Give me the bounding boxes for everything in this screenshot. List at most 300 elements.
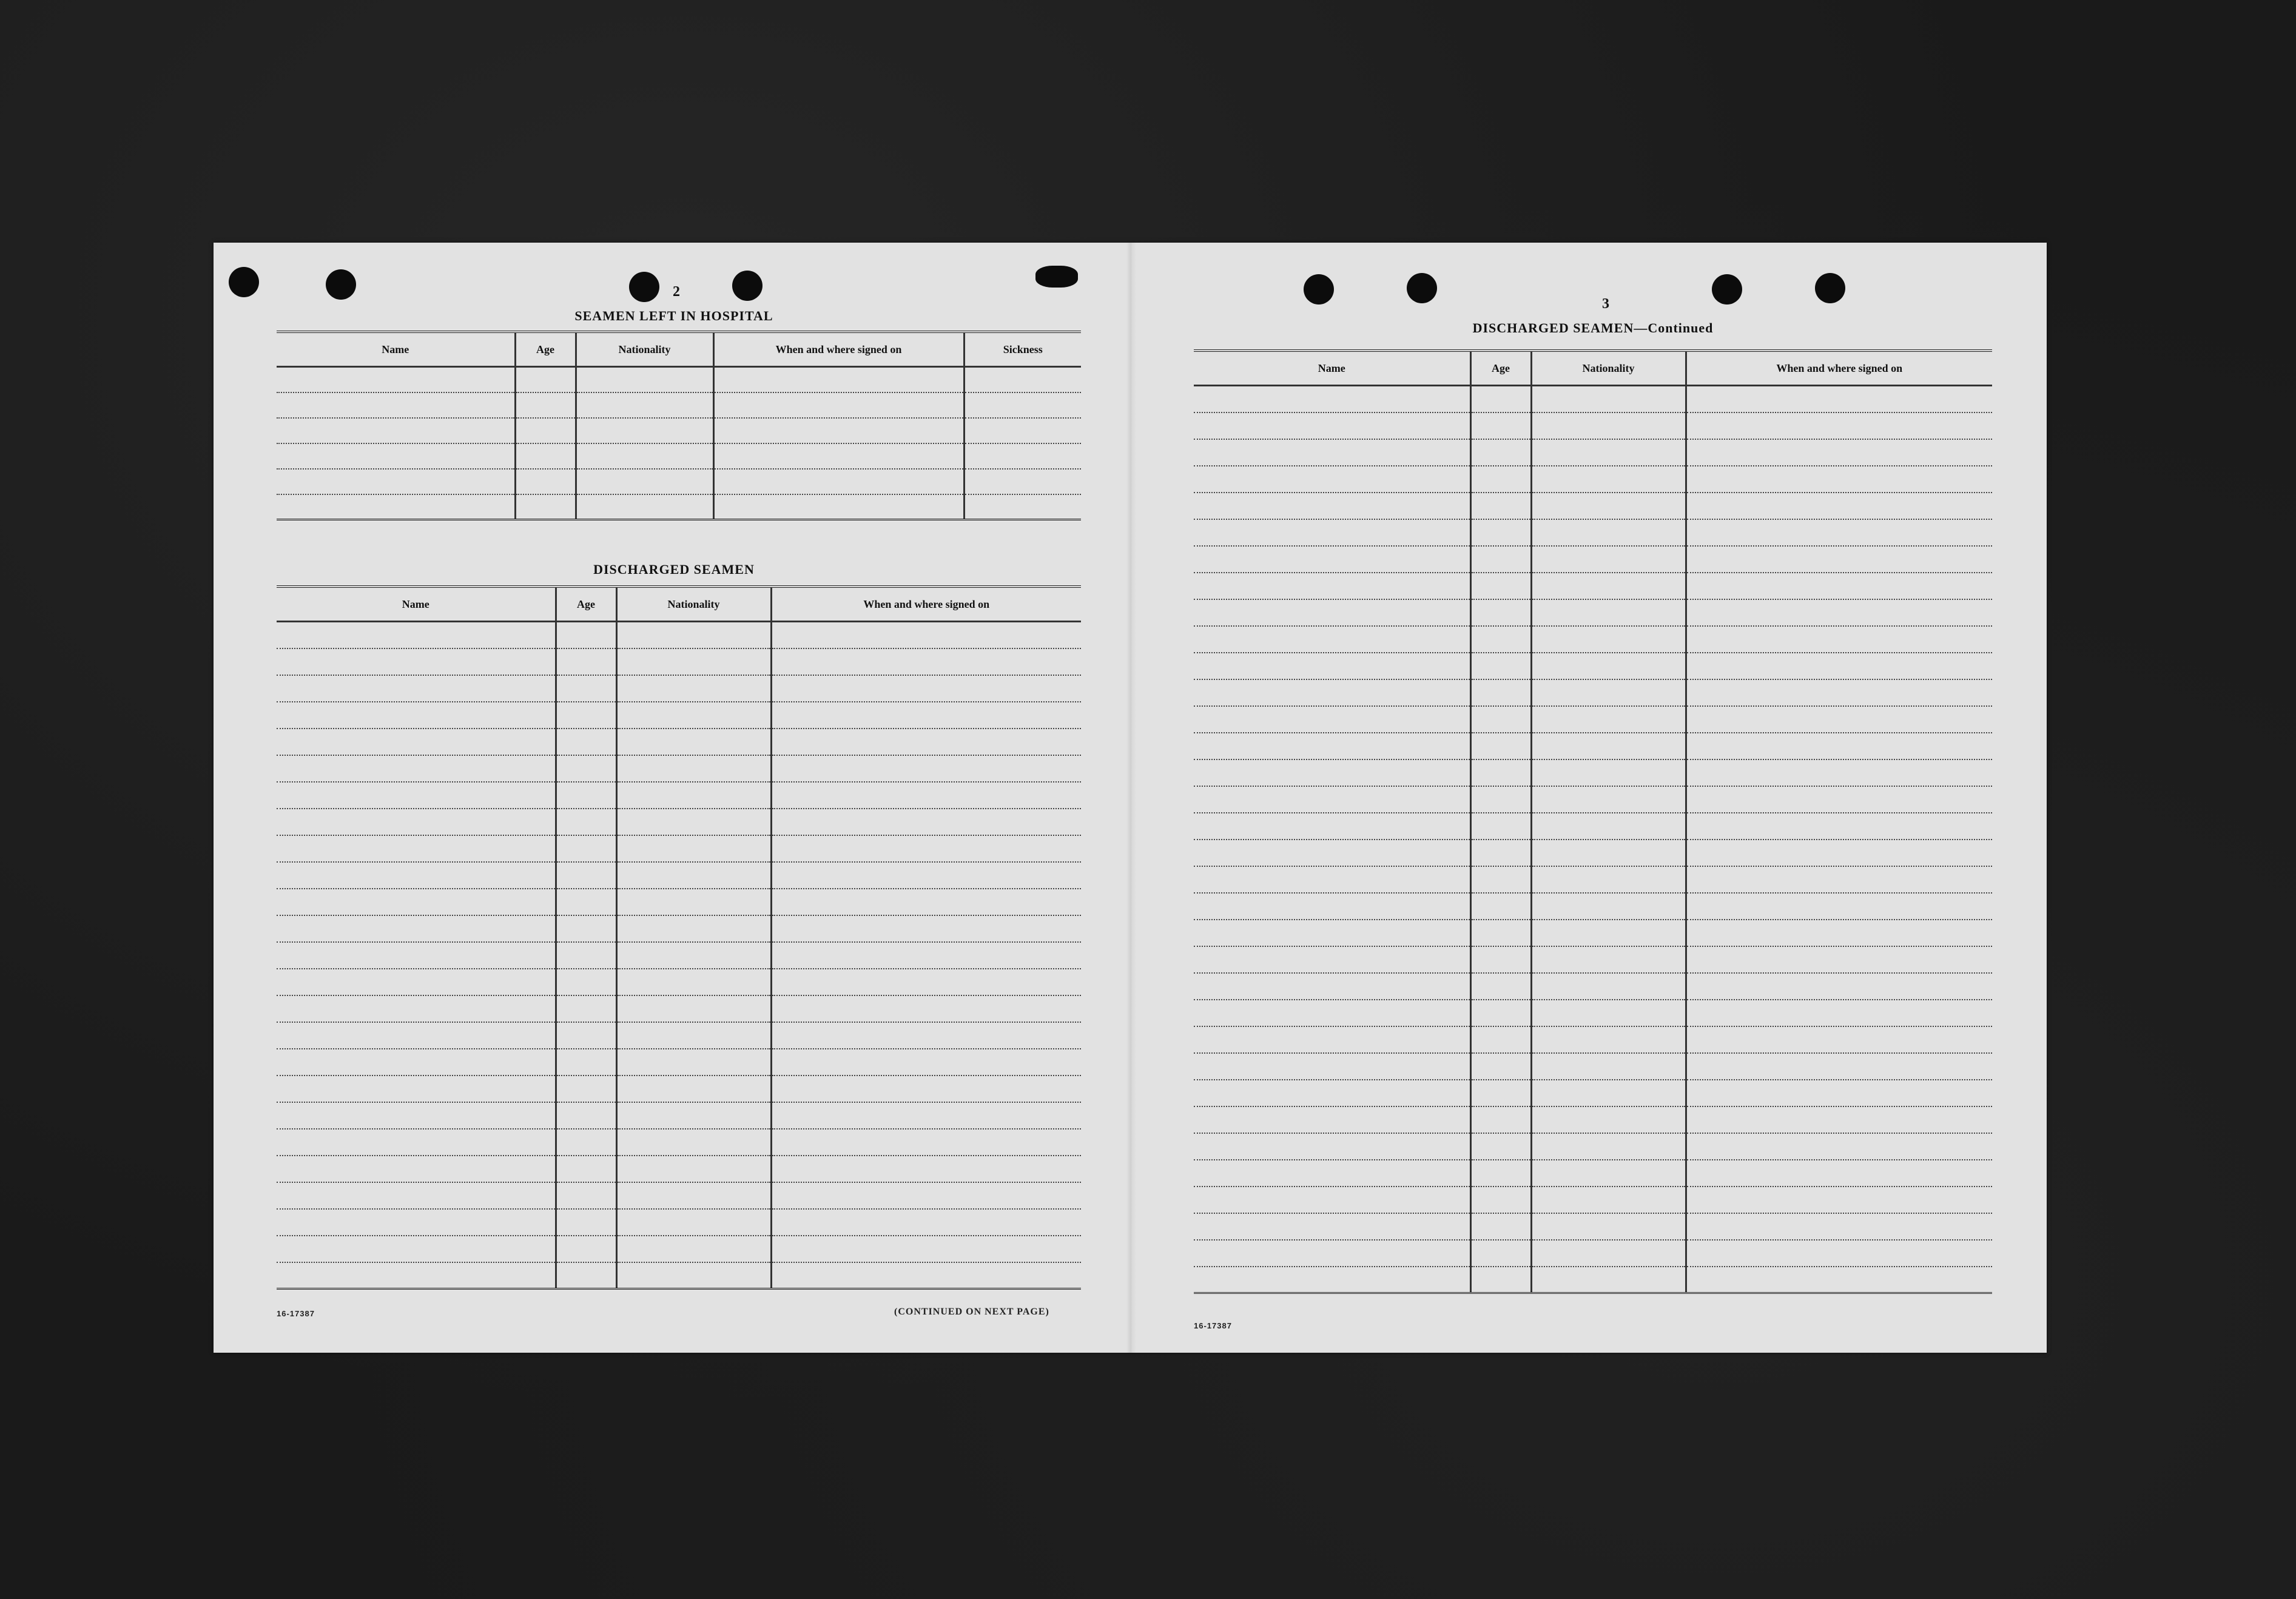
table-cell	[616, 809, 771, 835]
table-cell	[277, 755, 556, 782]
table-cell	[713, 443, 964, 469]
table-cell	[1686, 1080, 1992, 1106]
table-cell	[1531, 866, 1686, 893]
table-row	[277, 1236, 1081, 1262]
table-cell	[964, 494, 1081, 520]
table-cell	[277, 889, 556, 915]
table-cell	[1470, 679, 1531, 706]
discharged-section-title: DISCHARGED SEAMEN	[593, 562, 755, 577]
table-cell	[1531, 439, 1686, 466]
table-cell	[556, 1182, 616, 1209]
table-cell	[1194, 786, 1470, 813]
table-row	[1194, 1000, 1992, 1026]
column-header-nationality: Nationality	[1531, 351, 1686, 386]
table-cell	[1194, 599, 1470, 626]
table-cell	[1686, 466, 1992, 493]
column-header-name: Name	[277, 587, 556, 622]
table-row	[1194, 973, 1992, 1000]
table-cell	[277, 367, 515, 392]
table-row	[277, 809, 1081, 835]
table-cell	[515, 469, 576, 494]
table-cell	[1194, 466, 1470, 493]
table-cell	[576, 392, 713, 418]
table-cell	[1686, 866, 1992, 893]
table-cell	[576, 418, 713, 443]
table-row	[277, 969, 1081, 995]
table-cell	[616, 969, 771, 995]
table-cell	[1470, 573, 1531, 599]
table-cell	[1686, 813, 1992, 840]
table-cell	[277, 392, 515, 418]
table-cell	[1194, 1000, 1470, 1026]
table-cell	[1194, 733, 1470, 759]
table-cell	[1470, 493, 1531, 519]
table-cell	[556, 809, 616, 835]
table-cell	[771, 889, 1081, 915]
table-cell	[1531, 813, 1686, 840]
table-cell	[616, 729, 771, 755]
table-row	[1194, 493, 1992, 519]
table-cell	[1470, 866, 1531, 893]
table-cell	[277, 622, 556, 648]
table-cell	[277, 1049, 556, 1076]
table-cell	[1194, 412, 1470, 439]
table-cell	[1531, 1000, 1686, 1026]
table-cell	[1194, 1080, 1470, 1106]
table-cell	[771, 1209, 1081, 1236]
column-header-age: Age	[556, 587, 616, 622]
discharged-table-left	[277, 585, 1081, 1290]
table-cell	[1686, 973, 1992, 1000]
table-row	[1194, 1187, 1992, 1213]
table-cell	[1470, 1000, 1531, 1026]
table-row	[1194, 599, 1992, 626]
table-cell	[556, 969, 616, 995]
table-cell	[771, 969, 1081, 995]
table-cell	[616, 889, 771, 915]
table-cell	[556, 675, 616, 702]
table-cell	[1686, 759, 1992, 786]
table-row	[277, 729, 1081, 755]
table-cell	[556, 1262, 616, 1289]
table-cell	[1686, 626, 1992, 653]
table-row	[277, 1049, 1081, 1076]
table-cell	[515, 443, 576, 469]
table-cell	[1470, 1240, 1531, 1267]
table-cell	[1470, 519, 1531, 546]
table-cell	[964, 443, 1081, 469]
table-cell	[1194, 759, 1470, 786]
table-cell	[1686, 573, 1992, 599]
table-cell	[556, 1156, 616, 1182]
table-cell	[1470, 1026, 1531, 1053]
table-cell	[771, 1262, 1081, 1289]
table-cell	[277, 418, 515, 443]
table-cell	[1686, 1240, 1992, 1267]
table-cell	[771, 648, 1081, 675]
table-cell	[277, 942, 556, 969]
table-cell	[1194, 813, 1470, 840]
table-cell	[1470, 786, 1531, 813]
table-row	[1194, 893, 1992, 920]
table-cell	[1531, 1267, 1686, 1293]
column-header-signed-on: When and where signed on	[771, 587, 1081, 622]
table-cell	[1194, 573, 1470, 599]
table-cell	[1531, 973, 1686, 1000]
table-row	[277, 648, 1081, 675]
table-cell	[771, 755, 1081, 782]
table-cell	[1686, 493, 1992, 519]
table-cell	[277, 1022, 556, 1049]
table-cell	[277, 835, 556, 862]
table-cell	[1194, 439, 1470, 466]
table-row	[277, 755, 1081, 782]
table-cell	[576, 367, 713, 392]
table-row	[1194, 1240, 1992, 1267]
discharged-continued-title: DISCHARGED SEAMEN—Continued	[1472, 320, 1714, 335]
table-cell	[771, 809, 1081, 835]
table-cell	[1194, 1160, 1470, 1187]
table-cell	[1194, 1240, 1470, 1267]
table-row	[1194, 1133, 1992, 1160]
right-page	[1136, 243, 2047, 1353]
table-cell	[1531, 946, 1686, 973]
table-cell	[277, 443, 515, 469]
table-cell	[1686, 412, 1992, 439]
table-cell	[277, 1156, 556, 1182]
table-cell	[1686, 653, 1992, 679]
table-cell	[1531, 599, 1686, 626]
table-row	[277, 418, 1081, 443]
table-cell	[1470, 386, 1531, 412]
table-row	[1194, 573, 1992, 599]
table-cell	[1194, 519, 1470, 546]
table-cell	[1531, 733, 1686, 759]
table-cell	[1531, 1053, 1686, 1080]
table-cell	[964, 367, 1081, 392]
table-row	[1194, 386, 1992, 412]
table-cell	[1686, 599, 1992, 626]
table-cell	[616, 1236, 771, 1262]
table-cell	[277, 648, 556, 675]
table-cell	[1470, 412, 1531, 439]
table-row	[277, 995, 1081, 1022]
table-row	[277, 1076, 1081, 1102]
table-row	[1194, 519, 1992, 546]
table-cell	[713, 469, 964, 494]
table-row	[1194, 466, 1992, 493]
table-cell	[556, 862, 616, 889]
table-row	[1194, 1080, 1992, 1106]
table-cell	[277, 1182, 556, 1209]
table-row	[277, 622, 1081, 648]
table-cell	[1470, 759, 1531, 786]
table-cell	[1531, 1160, 1686, 1187]
table-row	[277, 1102, 1081, 1129]
table-cell	[1194, 626, 1470, 653]
table-cell	[1686, 1187, 1992, 1213]
discharged-table-right	[1194, 349, 1992, 1294]
table-cell	[1194, 679, 1470, 706]
table-cell	[616, 1182, 771, 1209]
table-cell	[616, 862, 771, 889]
table-cell	[1470, 1133, 1531, 1160]
table-cell	[1686, 946, 1992, 973]
table-cell	[1470, 546, 1531, 573]
table-cell	[1686, 1160, 1992, 1187]
table-cell	[1686, 439, 1992, 466]
table-cell	[1194, 386, 1470, 412]
table-cell	[1470, 1106, 1531, 1133]
table-cell	[1686, 920, 1992, 946]
column-header-nationality: Nationality	[616, 587, 771, 622]
table-row	[277, 702, 1081, 729]
table-cell	[964, 418, 1081, 443]
table-cell	[556, 729, 616, 755]
column-header-signed-on: When and where signed on	[1686, 351, 1992, 386]
table-row	[277, 835, 1081, 862]
table-cell	[1531, 653, 1686, 679]
table-cell	[1194, 1187, 1470, 1213]
table-cell	[771, 675, 1081, 702]
table-row	[1194, 412, 1992, 439]
table-cell	[1194, 493, 1470, 519]
table-cell	[771, 1182, 1081, 1209]
table-cell	[1686, 706, 1992, 733]
table-cell	[1531, 466, 1686, 493]
table-row	[1194, 653, 1992, 679]
table-cell	[1470, 946, 1531, 973]
table-row	[277, 782, 1081, 809]
table-cell	[1470, 813, 1531, 840]
hospital-table	[277, 331, 1081, 520]
table-cell	[616, 782, 771, 809]
table-cell	[1194, 546, 1470, 573]
table-cell	[277, 469, 515, 494]
table-row	[277, 443, 1081, 469]
table-row	[1194, 786, 1992, 813]
table-row	[277, 469, 1081, 494]
table-cell	[556, 622, 616, 648]
table-cell	[556, 1102, 616, 1129]
table-row	[1194, 946, 1992, 973]
table-row	[277, 494, 1081, 520]
table-cell	[1686, 519, 1992, 546]
table-cell	[771, 1022, 1081, 1049]
table-cell	[277, 702, 556, 729]
table-cell	[556, 1129, 616, 1156]
table-cell	[277, 1076, 556, 1102]
table-cell	[556, 995, 616, 1022]
table-cell	[1470, 706, 1531, 733]
table-cell	[616, 1209, 771, 1236]
table-row	[277, 915, 1081, 942]
document-sheet	[214, 243, 2047, 1353]
table-cell	[556, 782, 616, 809]
table-cell	[1194, 1053, 1470, 1080]
table-cell	[964, 392, 1081, 418]
table-cell	[1470, 893, 1531, 920]
table-row	[1194, 439, 1992, 466]
table-cell	[616, 1262, 771, 1289]
table-row	[1194, 1267, 1992, 1293]
continued-note: (CONTINUED ON NEXT PAGE)	[894, 1307, 1049, 1317]
discharged-table-header	[1194, 351, 1992, 386]
discharged-table-body	[1194, 386, 1992, 1293]
table-row	[1194, 679, 1992, 706]
table-cell	[1470, 1053, 1531, 1080]
table-cell	[616, 1076, 771, 1102]
table-cell	[1531, 546, 1686, 573]
table-cell	[1686, 893, 1992, 920]
table-cell	[1194, 1106, 1470, 1133]
table-cell	[277, 1209, 556, 1236]
table-cell	[277, 1102, 556, 1129]
table-row	[277, 942, 1081, 969]
column-header-name: Name	[277, 332, 515, 367]
table-cell	[771, 729, 1081, 755]
table-cell	[1686, 1000, 1992, 1026]
table-cell	[1194, 840, 1470, 866]
table-row	[277, 367, 1081, 392]
table-cell	[556, 702, 616, 729]
table-cell	[1194, 973, 1470, 1000]
table-cell	[616, 915, 771, 942]
table-cell	[771, 1156, 1081, 1182]
table-cell	[277, 1262, 556, 1289]
table-cell	[771, 702, 1081, 729]
table-cell	[616, 1022, 771, 1049]
table-cell	[515, 367, 576, 392]
table-cell	[556, 1049, 616, 1076]
table-cell	[556, 942, 616, 969]
table-cell	[616, 1156, 771, 1182]
table-cell	[771, 1049, 1081, 1076]
table-cell	[515, 392, 576, 418]
table-cell	[1686, 1053, 1992, 1080]
table-cell	[1686, 679, 1992, 706]
table-row	[1194, 706, 1992, 733]
table-row	[277, 889, 1081, 915]
table-row	[277, 675, 1081, 702]
table-row	[1194, 1026, 1992, 1053]
table-cell	[1470, 973, 1531, 1000]
table-cell	[277, 782, 556, 809]
table-cell	[616, 675, 771, 702]
table-cell	[713, 418, 964, 443]
table-row	[1194, 733, 1992, 759]
table-cell	[1686, 1267, 1992, 1293]
table-cell	[1531, 893, 1686, 920]
table-cell	[713, 392, 964, 418]
form-code: 16-17387	[1194, 1321, 1232, 1330]
table-cell	[771, 1102, 1081, 1129]
table-row	[277, 1262, 1081, 1289]
table-cell	[1531, 1106, 1686, 1133]
table-row	[1194, 920, 1992, 946]
table-cell	[1686, 840, 1992, 866]
column-header-age: Age	[1470, 351, 1531, 386]
table-cell	[277, 915, 556, 942]
table-cell	[556, 1022, 616, 1049]
table-cell	[1686, 1026, 1992, 1053]
form-code: 16-17387	[277, 1309, 315, 1318]
table-cell	[1531, 786, 1686, 813]
table-cell	[1194, 893, 1470, 920]
table-cell	[556, 889, 616, 915]
table-cell	[277, 494, 515, 520]
table-cell	[771, 942, 1081, 969]
table-row	[1194, 759, 1992, 786]
table-row	[277, 392, 1081, 418]
table-cell	[556, 1209, 616, 1236]
table-cell	[616, 702, 771, 729]
table-cell	[1531, 493, 1686, 519]
table-cell	[277, 862, 556, 889]
table-cell	[1194, 1213, 1470, 1240]
table-cell	[1470, 840, 1531, 866]
discharged-table-header	[277, 587, 1081, 622]
column-header-nationality: Nationality	[576, 332, 713, 367]
table-cell	[1470, 733, 1531, 759]
table-row	[277, 1022, 1081, 1049]
hospital-table-header	[277, 332, 1081, 367]
table-cell	[1531, 759, 1686, 786]
table-row	[1194, 813, 1992, 840]
table-cell	[556, 835, 616, 862]
table-cell	[771, 995, 1081, 1022]
column-header-age: Age	[515, 332, 576, 367]
table-cell	[771, 1129, 1081, 1156]
table-row	[277, 1129, 1081, 1156]
column-header-sickness: Sickness	[964, 332, 1081, 367]
table-cell	[1470, 653, 1531, 679]
table-cell	[616, 835, 771, 862]
table-cell	[616, 622, 771, 648]
table-cell	[616, 755, 771, 782]
table-cell	[771, 1236, 1081, 1262]
table-cell	[556, 1076, 616, 1102]
table-cell	[576, 443, 713, 469]
table-cell	[1531, 1187, 1686, 1213]
table-cell	[1194, 946, 1470, 973]
page-fold	[1126, 243, 1136, 1353]
table-cell	[616, 648, 771, 675]
table-cell	[771, 782, 1081, 809]
table-row	[1194, 626, 1992, 653]
table-cell	[1531, 626, 1686, 653]
table-row	[1194, 866, 1992, 893]
table-row	[1194, 840, 1992, 866]
table-cell	[277, 1236, 556, 1262]
table-cell	[1686, 1133, 1992, 1160]
table-cell	[1531, 412, 1686, 439]
table-cell	[1531, 573, 1686, 599]
table-cell	[1531, 840, 1686, 866]
table-cell	[515, 418, 576, 443]
table-cell	[1470, 626, 1531, 653]
table-cell	[515, 494, 576, 520]
table-row	[1194, 1106, 1992, 1133]
table-cell	[616, 942, 771, 969]
column-header-signed-on: When and where signed on	[713, 332, 964, 367]
table-cell	[1470, 1187, 1531, 1213]
table-row	[1194, 1053, 1992, 1080]
hospital-section-title: SEAMEN LEFT IN HOSPITAL	[574, 308, 773, 323]
table-row	[1194, 1160, 1992, 1187]
table-cell	[1194, 1133, 1470, 1160]
table-cell	[771, 1076, 1081, 1102]
